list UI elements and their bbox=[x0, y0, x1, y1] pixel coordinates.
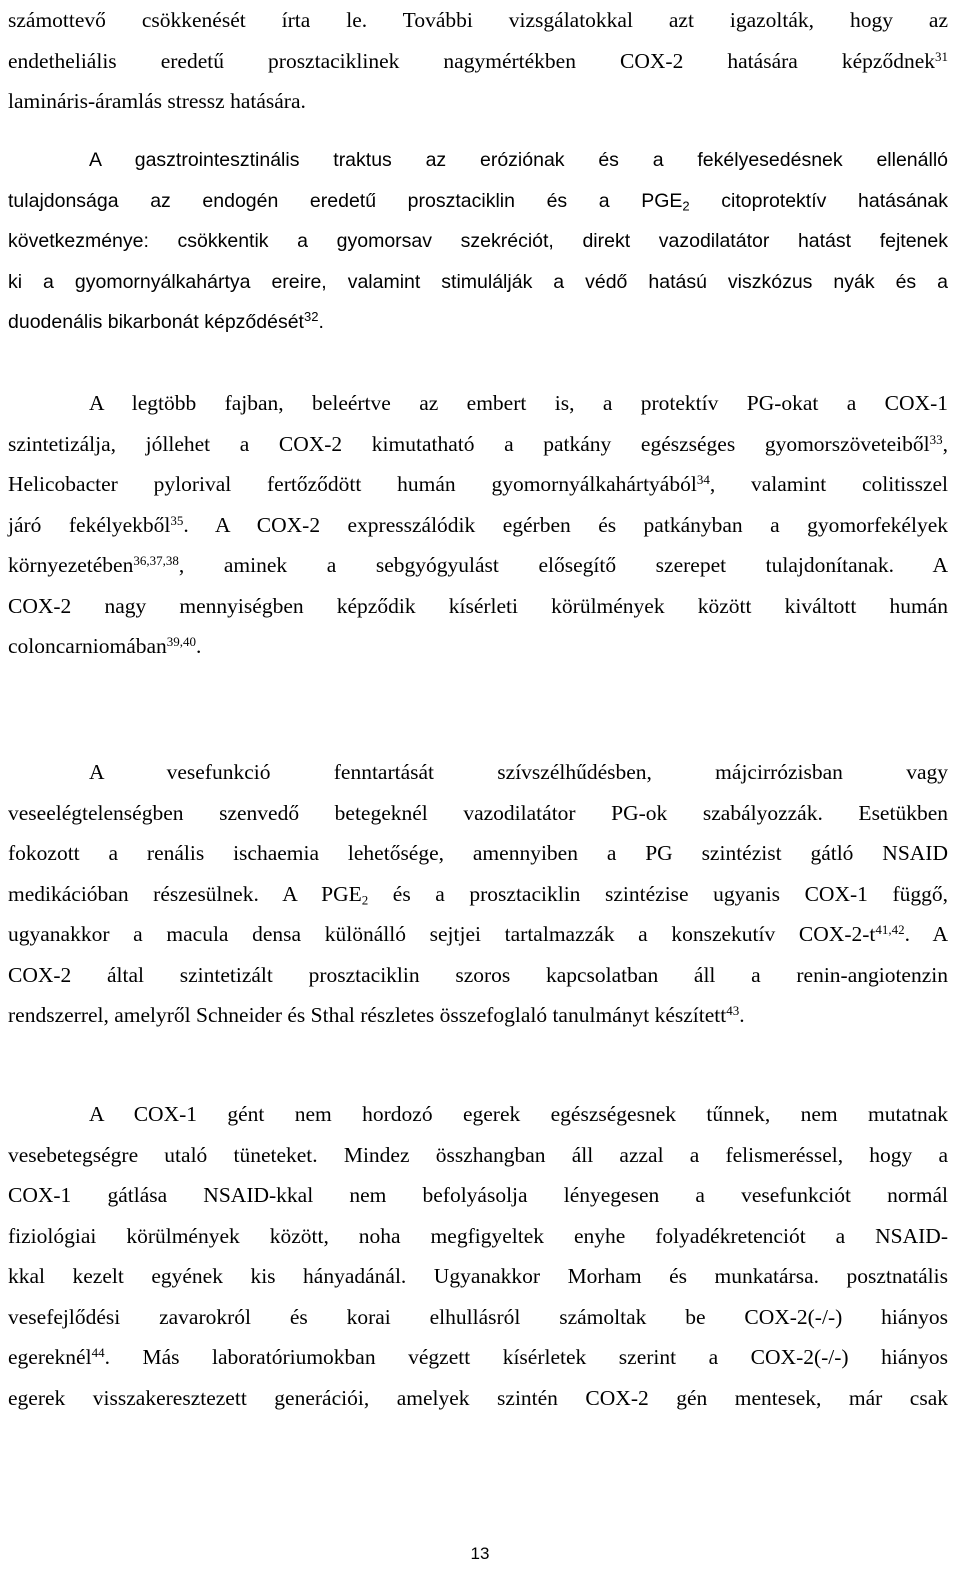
paragraph-cox1-knockout-mice bbox=[8, 1094, 948, 1418]
text-line: A legtöbb fajban, beleértve az embert is, a protektív PG-okat a COX-1 bbox=[89, 391, 948, 415]
text-line: A gasztrointesztinális traktus az eróziónak és a fekélyesedésnek ellenálló bbox=[89, 149, 948, 171]
citation-superscript: 33 bbox=[929, 431, 943, 447]
text-line: következménye: csökkentik a gyomorsav szekréciót, direkt vazodilatátor hatást fejtenek bbox=[8, 230, 948, 252]
citation-superscript: 35 bbox=[170, 512, 184, 528]
text-line: tulajdonsága az endogén eredetű prosztaciklin és a $PGE_2$ citoprotektív hatásának bbox=[8, 189, 948, 213]
subscript-index: 2 bbox=[682, 197, 690, 213]
text-line: veseelégtelenségben szenvedő betegeknél vazodilatátor PG-ok szabályozzák. Esetükben bbox=[8, 800, 948, 825]
citation-superscript: 41,42 bbox=[875, 921, 905, 937]
citation-superscript: 36,37,38 bbox=[133, 552, 179, 568]
text-line: lamináris-áramlás stressz hatására. bbox=[8, 89, 306, 113]
text-line: coloncarniomában$^{39,40}$. bbox=[8, 633, 202, 658]
text-line: A vesefunkció fenntartását szívszélhűdésben, májcirrózisban vagy bbox=[89, 760, 948, 784]
citation-superscript: 43 bbox=[726, 1002, 740, 1018]
text-line: kkal kezelt egyének kis hányadánál. Ugyanakkor Morham és munkatársa. posztnatális bbox=[8, 1264, 948, 1288]
text-line: A COX-1 gént nem hordozó egerek egészségesnek tűnnek, nem mutatnak bbox=[89, 1102, 948, 1126]
text-line: fokozott a renális ischaemia lehetősége, amennyiben a PG szintézist gátló NSAID bbox=[8, 841, 948, 865]
citation-superscript: 39,40 bbox=[166, 633, 197, 649]
text-line: vesebetegségre utaló tüneteket. Mindez összhangban áll azzal a felismeréssel, hogy a bbox=[8, 1142, 948, 1167]
text-line: duodenális bikarbonát képződését$^{32}$. bbox=[8, 308, 324, 333]
citation-superscript: 31 bbox=[935, 48, 948, 64]
text-line: medikációban részesülnek. A $PGE_2$ és a prosztaciklin szintézise ugyanis COX-1 függő, bbox=[8, 881, 949, 907]
citation-superscript: 32 bbox=[303, 308, 319, 324]
citation-superscript: 44 bbox=[91, 1344, 105, 1360]
paragraph-kidney-function bbox=[8, 752, 948, 1036]
paragraph-cox1-protective-pg bbox=[8, 383, 948, 667]
text-line: szintetizálja, jóllehet a COX-2 kimutatható a patkány egészséges gyomorszöveteiből$^{33}$, bbox=[8, 431, 948, 456]
paragraph-cox2-prostacyclin bbox=[8, 0, 948, 122]
text-line: Helicobacter pylorival fertőződött humán gyomornyálkahártyából$^{34}$, valamint colitisszel bbox=[8, 471, 948, 496]
text-line: vesefejlődési zavarokról és korai elhullásról számoltak be COX-2(-/-) hiányos bbox=[8, 1304, 948, 1329]
text-line: ki a gyomornyálkahártya ereire, valamint stimulálják a védő hatású viszkózus nyák és a bbox=[8, 270, 948, 293]
subscript-index: 2 bbox=[361, 891, 369, 907]
text-line: endetheliális eredetű prosztaciklinek nagymértékben COX-2 hatására képződnek$^{31}$ bbox=[8, 48, 948, 73]
text-line: számottevő csökkenését írta le. További vizsgálatokkal azt igazolták, hogy az bbox=[8, 8, 948, 32]
text-line: COX-2 nagy mennyiségben képződik kísérleti körülmények között kiváltott humán bbox=[8, 593, 948, 618]
text-line: COX-1 gátlása NSAID-kkal nem befolyásolja lényegesen a vesefunkciót normál bbox=[8, 1183, 948, 1207]
citation-superscript: 34 bbox=[696, 471, 710, 487]
text-line: fiziológiai körülmények között, noha megfigyeltek enyhe folyadékretenciót a NSAID- bbox=[8, 1223, 948, 1248]
text-line: ugyanakkor a macula densa különálló sejtjei tartalmazzák a konszekutív COX-$2-t^{41,42}$. A bbox=[8, 921, 948, 946]
text-line: egerek visszakeresztezett generációi, amelyek szintén COX-2 gén mentesek, már csak bbox=[8, 1385, 948, 1410]
text-line: COX-2 által szintetizált prosztaciklin szoros kapcsolatban áll a renin-angiotenzin bbox=[8, 962, 948, 987]
text-line: egereknél$^{44}$. Más laboratóriumokban végzett kísérletek szerint a COX-2(-/-) hiányos bbox=[8, 1344, 948, 1369]
text-line: rendszerrel, amelyről Schneider és Sthal részletes összefoglaló tanulmányt készített$^{43}$. bbox=[8, 1002, 745, 1027]
paragraph-gastrointestinal bbox=[8, 140, 948, 343]
page-number: 13 bbox=[470, 1544, 490, 1563]
text-line: járó fekélyekből$^{35}$. A COX-2 expresszálódik egérben és patkányban a gyomorfekélyek bbox=[8, 512, 948, 537]
text-line: környezetében$^{36,37,38}$, aminek a sebgyógyulást elősegítő szerepet tulajdonítanak. A bbox=[8, 552, 948, 577]
